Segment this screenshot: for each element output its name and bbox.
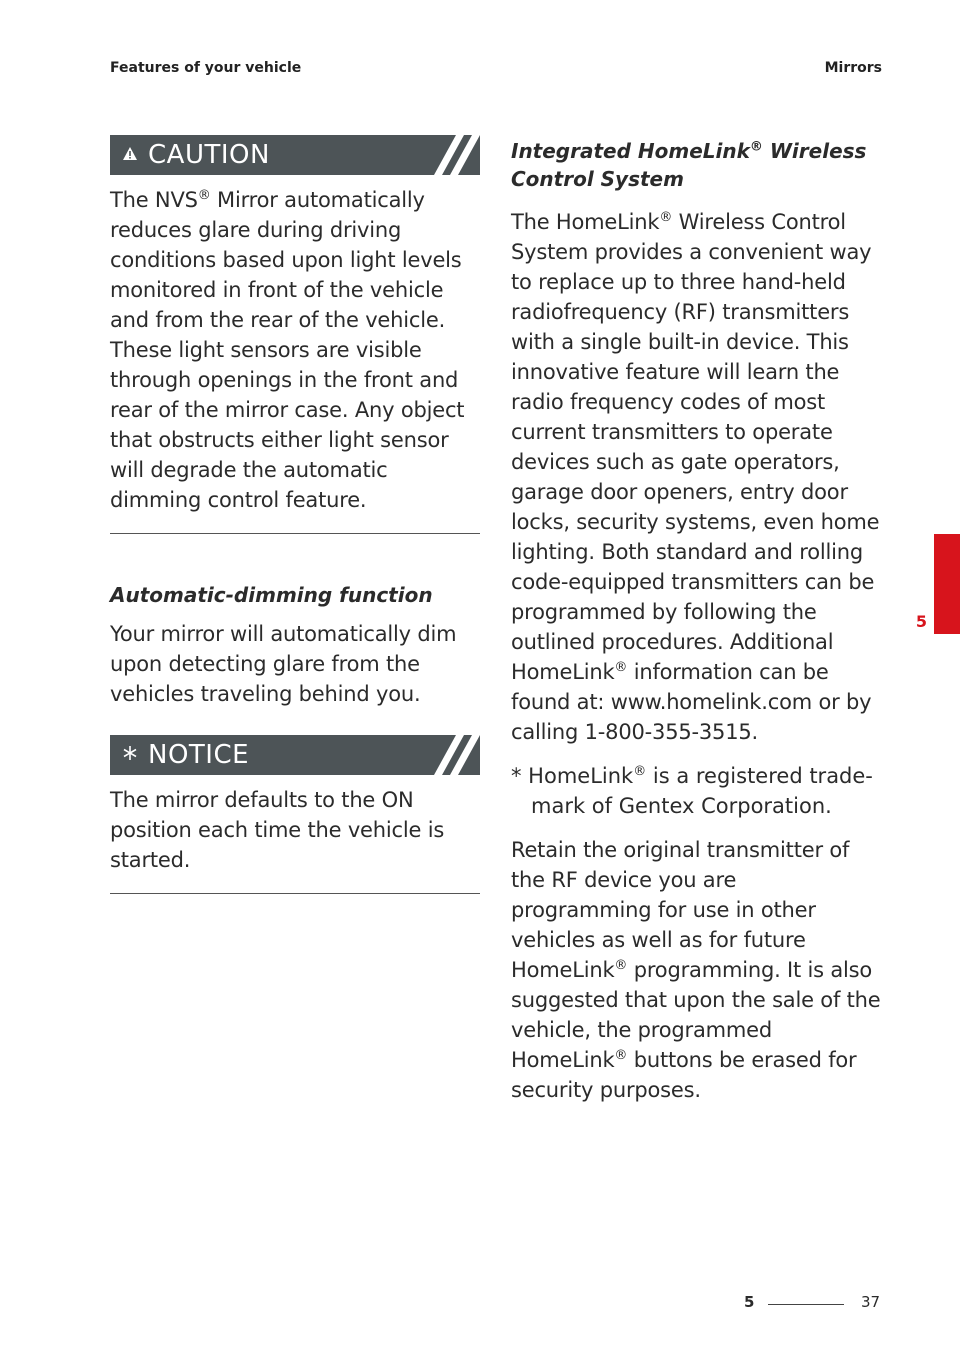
- caution-text: The NVS® Mirror automatically reduces glare during driving conditions based upon light levels monitored in front of the vehicle and from the rear of the vehicle. These light sensors are visible through openings in the front and rear of the mirror case. Any object that obstructs either light sensor will degrade the automatic dimming control feature.: [110, 188, 465, 512]
- asterisk-icon: [122, 745, 148, 765]
- slash-decoration-icon: [434, 135, 480, 175]
- caution-divider: [110, 533, 480, 534]
- slash-decoration-icon: [434, 735, 480, 775]
- warning-icon: [122, 146, 148, 165]
- chapter-tab-number: 5: [915, 612, 927, 631]
- left-column: [110, 135, 480, 894]
- notice-banner: [110, 735, 480, 775]
- auto-dim-text: Your mirror will automatically dim upon detecting glare from the vehicles traveling behind you.: [110, 622, 457, 706]
- notice-divider: [110, 893, 480, 894]
- footer-chapter: 5: [744, 1293, 755, 1311]
- homelink-heading: Integrated HomeLink® Wireless Control System: [511, 139, 867, 191]
- notice-title: NOTICE: [148, 740, 250, 770]
- footer-page-number: 37: [861, 1293, 881, 1311]
- right-column: [511, 137, 881, 1105]
- running-header-section: Features of your vehicle: [110, 60, 302, 76]
- caution-banner: [110, 135, 480, 175]
- chapter-tab: [934, 534, 960, 634]
- caution-title: CAUTION: [148, 140, 270, 170]
- auto-dim-heading: Automatic-dimming function: [110, 583, 433, 607]
- homelink-paragraph-2: Retain the original transmitter of the RF device you are programming for use in other vehicles as well as for future HomeLink® programming. It is also suggested that upon the sale of the vehicle, the programmed HomeLink® buttons be erased for security purposes.: [511, 838, 881, 1102]
- homelink-paragraph-1: The HomeLink® Wireless Control System provides a convenient way to replace up to three hand-held radiofrequency (RF) transmitters with a single built-in device. This innovative feature will learn the radio frequency codes of most current transmitters to operate devices such as gate operators, garage door openers, entry door locks, security systems, even home lighting. Both standard and rolling code-equipped transmitters can be programmed by following the outlined procedures. Additional HomeLink® information can be found at: www.homelink.com or by calling 1-800-355-3515.: [511, 210, 880, 744]
- homelink-footnote: * HomeLink® is a registered trade- mark of Gentex Corporation.: [511, 764, 873, 818]
- notice-text: The mirror defaults to the ON position each time the vehicle is started.: [110, 788, 445, 872]
- running-header-topic: Mirrors: [824, 60, 882, 76]
- footer-divider: [768, 1304, 844, 1305]
